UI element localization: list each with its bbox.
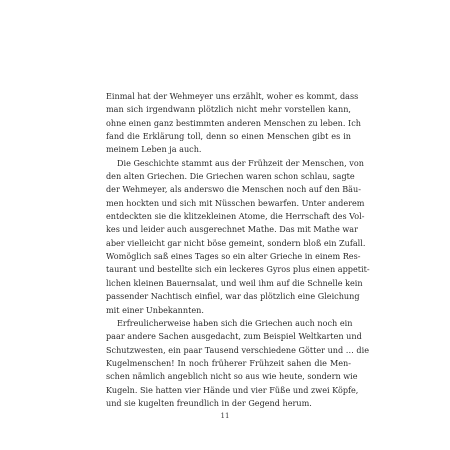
page-number: 11	[220, 412, 230, 420]
text-line: aber vielleicht gar nicht böse gemeint, sondern bloß ein Zufall.	[106, 237, 366, 248]
text-line: und sie kugelten freundlich in der Gegend herum.	[106, 397, 312, 408]
text-line: passender Nachtisch einfiel, war das plötzlich eine Gleichung	[106, 291, 360, 302]
paragraph-2	[106, 157, 370, 317]
text-line: taurant und bestellte sich ein leckeres Gyros plus einen appetit-	[106, 264, 370, 275]
text-line: man sich irgendwann plötzlich nicht mehr vorstellen kann,	[106, 104, 351, 115]
text-line: Kugelmenschen! In noch früherer Frühzeit sahen die Men-	[106, 357, 351, 368]
text-line: schen nämlich angeblich nicht so aus wie heute, sondern wie	[106, 371, 358, 382]
text-line: Schutzwesten, ein paar Tausend verschiedene Götter und … die	[106, 344, 369, 355]
paragraph-3	[106, 317, 369, 410]
text-line: meinem Leben ja auch.	[106, 144, 202, 155]
text-line: entdeckten sie die klitzekleinen Atome, die Herrschaft des Vol-	[106, 211, 365, 222]
text-line: der Wehmeyer, als anderswo die Menschen noch auf den Bäu-	[106, 184, 361, 195]
text-line: Womöglich saß eines Tages so ein alter Grieche in einem Res-	[106, 251, 361, 262]
text-line: Kugeln. Sie hatten vier Hände und vier Füße und zwei Köpfe,	[106, 384, 359, 395]
text-line: mit einer Unbekannten.	[106, 304, 204, 315]
text-line: Die Geschichte stammt aus der Frühzeit der Menschen, von	[117, 157, 364, 168]
text-line: Einmal hat der Wehmeyer uns erzählt, woher es kommt, dass	[106, 91, 359, 101]
text-line: fand die Erklärung toll, denn so einen Menschen gibt es in	[106, 131, 351, 142]
text-line: Erfreulicherweise haben sich die Griechen auch noch ein	[117, 317, 353, 328]
paragraph-1	[106, 90, 361, 157]
text-line: ohne einen ganz bestimmten anderen Menschen zu leben. Ich	[106, 117, 361, 128]
text-line: lichen kleinen Bauernsalat, und weil ihm auf die Schnelle kein	[106, 277, 363, 288]
text-line: men hockten und sich mit Nüsschen bewarfen. Unter anderem	[106, 197, 365, 208]
text-line: paar andere Sachen ausgedacht, zum Beispiel Weltkarten und	[106, 331, 362, 342]
text-line: den alten Griechen. Die Griechen waren schon schlau, sagte	[106, 171, 355, 182]
body-text	[106, 90, 370, 410]
text-line: kes und leider auch ausgerechnet Mathe. Das mit Mathe war	[106, 224, 358, 235]
